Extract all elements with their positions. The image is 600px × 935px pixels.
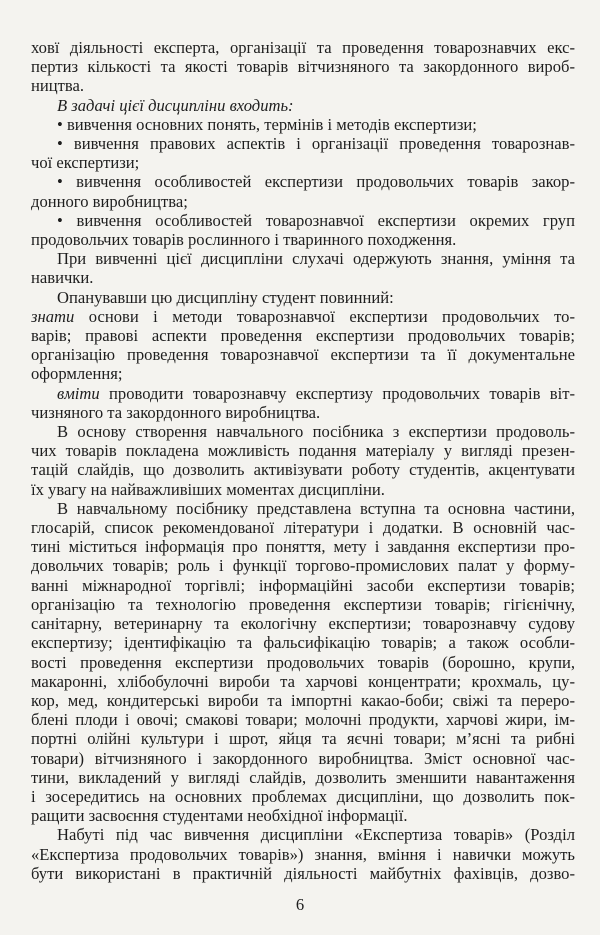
- text-line: знати основи і методи товарознавчої експертизи продовольчих то-: [31, 306, 575, 326]
- text-line: вості проведення експертизи продовольчих товарів (борошно, крупи,: [31, 652, 575, 672]
- text-line: тині міститься інформація про поняття, мету і завдання експертизи про-: [31, 537, 575, 557]
- term-know: знати: [31, 306, 75, 326]
- text-line: організацію та технологію проведення експертизи товарів; гігієнічну,: [31, 594, 575, 614]
- page-number: 6: [295, 895, 305, 914]
- text-line: • вивчення особливостей товарознавчої експертизи окремих груп: [57, 210, 575, 230]
- text-line: • вивчення особливостей експертизи продовольчих товарів закор-: [57, 172, 575, 192]
- text-line: донного виробництва;: [31, 191, 188, 211]
- text-line: чої експертизи;: [31, 153, 140, 173]
- text-line: кор, мед, кондитерські вироби та імпортні какао-боби; свіжі та переро-: [31, 690, 575, 710]
- body-text: [31, 38, 575, 883]
- text-line: їх увагу на найважливіших моментах дисципліни.: [31, 479, 385, 499]
- text-line: блені плоди і овочі; смакові товари; молочні продукти, харчові жири, ім-: [31, 710, 575, 730]
- task-item: [31, 134, 575, 172]
- paragraph-outcomes: [31, 288, 575, 422]
- text-line: В навчальному посібнику представлена вступна та основна частини,: [57, 498, 575, 518]
- term-can: вміти: [57, 383, 100, 403]
- text-line: • вивчення основних понять, термінів і методів експертизи;: [57, 114, 477, 134]
- paragraph-usage: [31, 825, 575, 883]
- text-line: ництва.: [31, 76, 85, 96]
- task-item: [31, 115, 575, 134]
- text-line: експертизу; ідентифікацію та фальсифікацію товарів; а також особли-: [31, 633, 575, 653]
- text-line: макаронні, хлібобулочні вироби та харчові концентрати; крохмаль, цу-: [31, 671, 575, 691]
- task-item: [31, 172, 575, 210]
- text-line: портні олійні культури і шрот, яйця та яєчні товари; м’ясні та рибні: [31, 729, 575, 749]
- text-line: продовольчих товарів рослинного і тваринного походження.: [31, 230, 457, 250]
- text-line: бути використані в практичній діяльності майбутніх фахівців, дозво-: [31, 863, 575, 883]
- text-line: ванні міжнародної торгівлі; інформаційні засоби експертизи товарів;: [31, 575, 575, 595]
- text-line: довольчих товарів; роль і функції торгово-промислових палат у форму-: [31, 556, 575, 576]
- paragraph-skills: [31, 249, 575, 287]
- text-line: чих товарів покладена можливість подання матеріалу у вигляді презен-: [31, 441, 575, 461]
- text-line: товари) вітчизняного і закордонного виробництва. Зміст основної час-: [31, 748, 575, 768]
- text-line: санітарну, ветеринарну та екологічну експертизи; товарознавчу судову: [31, 614, 575, 634]
- text-line: Опанувавши цю дисципліну студент повинний:: [57, 287, 394, 307]
- paragraph-intro-continued: [31, 38, 575, 96]
- text-line: ховї діяльності експерта, організації та проведення товарознавчих екс-: [31, 38, 575, 57]
- text-line: тацій слайдів, що дозволить активізувати роботу студентів, акцентувати: [31, 460, 575, 480]
- text-line: і зосередитись на основних проблемах дисципліни, що дозволить пок-: [31, 786, 575, 806]
- text-line: чизняного та закордонного виробництва.: [31, 402, 321, 422]
- text-line: • вивчення правових аспектів і організації проведення товарознав-: [57, 134, 575, 154]
- task-item: [31, 211, 575, 249]
- text-line: глосарій, список рекомендованої літератури і додатки. В основній час-: [31, 518, 575, 538]
- text-line: «Експертиза продовольчих товарів») знання, вміння і навички можуть: [31, 844, 575, 864]
- text-line: навички.: [31, 268, 94, 288]
- text-line: оформлення;: [31, 364, 123, 384]
- text-line: При вивченні цієї дисципліни слухачі одержують знання, уміння та: [57, 249, 575, 269]
- text-line: вміти проводити товарознавчу експертизу продовольчих товарів віт-: [57, 383, 575, 403]
- text-line: В задачі цієї дисципліни входить:: [57, 95, 294, 115]
- paragraph-basis: [31, 422, 575, 499]
- text-line: тини, викладений у вигляді слайдів, дозволить зменшити навантаження: [31, 767, 575, 787]
- tasks-heading: [31, 96, 575, 115]
- paragraph-contents: [31, 499, 575, 825]
- text-line: В основу створення навчального посібника з експертизи продоволь-: [57, 422, 575, 442]
- text-line: варів; правові аспекти проведення експертизи продовольчих товарів;: [31, 326, 575, 346]
- text-line: Набуті під час вивчення дисципліни «Експертиза товарів» (Розділ: [57, 825, 575, 845]
- text-line: організацію проведення товарознавчої експертизи та її документальне: [31, 345, 575, 365]
- text-line: пертиз кількості та якості товарів вітчизняного та закордонного вироб-: [31, 57, 575, 77]
- text-line: ращити засвоєння студентами необхідної інформації.: [31, 806, 408, 826]
